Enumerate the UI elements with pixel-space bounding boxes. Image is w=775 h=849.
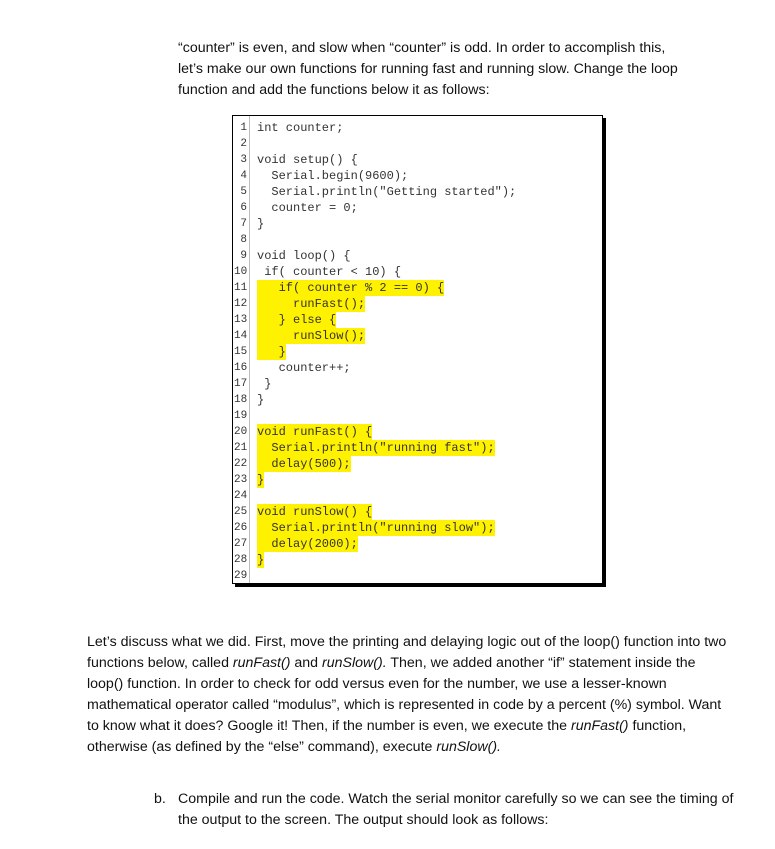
line-number: 3	[240, 154, 247, 166]
code-line	[233, 184, 602, 200]
code-line	[233, 248, 602, 264]
code-line	[233, 216, 602, 232]
line-number: 29	[234, 570, 248, 582]
code-line	[233, 440, 602, 456]
line-number: 16	[234, 362, 248, 374]
line-number: 24	[234, 490, 248, 502]
code-text: Serial.println("running fast");	[257, 441, 495, 455]
code-line	[233, 280, 602, 296]
code-text: counter = 0;	[257, 201, 358, 215]
intro-line-2: let’s make our own functions for running fast and running slow. Change the loop	[178, 61, 678, 77]
intro-line-1: “counter” is even, and slow when “counter” is odd. In order to accomplish this,	[178, 40, 666, 56]
line-number: 28	[234, 554, 248, 566]
code-text: }	[257, 473, 265, 487]
code-line	[233, 488, 602, 504]
code-text: if( counter % 2 == 0) {	[257, 281, 445, 295]
code-text: void setup() {	[257, 153, 358, 167]
line-number: 18	[234, 394, 248, 406]
line-number: 1	[240, 122, 247, 134]
line-number: 6	[240, 202, 247, 214]
code-text: Serial.begin(9600);	[257, 169, 409, 183]
code-text: if( counter < 10) {	[257, 265, 402, 279]
discussion-text-4: function, otherwise (as defined by the “else” command), execute	[87, 718, 687, 755]
code-listing	[232, 115, 603, 584]
code-line	[233, 232, 602, 248]
discussion-text-2: and	[290, 655, 323, 671]
line-number: 4	[240, 170, 247, 182]
code-text: runSlow();	[257, 329, 366, 343]
code-text: } else {	[257, 313, 337, 327]
line-number: 21	[234, 442, 248, 454]
code-text: void runSlow() {	[257, 505, 373, 519]
function-name-runslow: runSlow().	[322, 655, 387, 671]
code-line	[233, 520, 602, 536]
intro-paragraph	[178, 38, 738, 101]
code-text: }	[257, 393, 265, 407]
code-text: Serial.println("Getting started");	[257, 185, 517, 199]
intro-line-3: function and add the functions below it as follows:	[178, 82, 490, 98]
code-line	[233, 168, 602, 184]
discussion-text-3: Then, we added another “if” statement inside the loop() function. In order to check for odd versus even for the number, we use a lesser-known mathematical operator called “modulus”, which is represented in code by a percent (%) symbol. Want to know what it does? Google it! Then, if the number is even, we execute the	[87, 655, 722, 734]
code-line	[233, 200, 602, 216]
code-text: }	[257, 553, 265, 567]
line-number: 2	[240, 138, 247, 150]
code-line	[233, 360, 602, 376]
line-number: 11	[234, 282, 248, 294]
line-number: 25	[234, 506, 248, 518]
code-line	[233, 424, 602, 440]
line-number: 19	[234, 410, 248, 422]
code-text: counter++;	[257, 361, 351, 375]
line-number: 5	[240, 186, 247, 198]
line-number: 26	[234, 522, 248, 534]
code-text: void runFast() {	[257, 425, 373, 439]
line-number: 8	[240, 234, 247, 246]
code-text: }	[257, 345, 286, 359]
code-text: int counter;	[257, 121, 344, 135]
code-text: runFast();	[257, 297, 366, 311]
code-line	[233, 136, 602, 152]
code-text: }	[257, 377, 272, 391]
code-line	[233, 456, 602, 472]
discussion-text-1: Let’s discuss what we did. First, move the printing and delaying logic out of the loop() function into two functions below, called	[87, 634, 727, 671]
line-number: 12	[234, 298, 248, 310]
list-marker-b: b.	[154, 791, 166, 807]
code-line	[233, 472, 602, 488]
line-number: 23	[234, 474, 248, 486]
line-number: 15	[234, 346, 248, 358]
code-text: void loop() {	[257, 249, 351, 263]
code-text: Serial.println("running slow");	[257, 521, 495, 535]
code-text: delay(2000);	[257, 537, 358, 551]
code-line	[233, 392, 602, 408]
code-line	[233, 264, 602, 280]
code-line	[233, 568, 602, 584]
line-number: 17	[234, 378, 248, 390]
code-line	[233, 408, 602, 424]
code-line	[233, 376, 602, 392]
step-b-text: Compile and run the code. Watch the serial monitor carefully so we can see the timing of the output to the screen. The output should look as follows:	[178, 791, 734, 828]
code-line	[233, 504, 602, 520]
line-number: 27	[234, 538, 248, 550]
line-number: 13	[234, 314, 248, 326]
code-line	[233, 120, 602, 136]
code-line	[233, 152, 602, 168]
line-number: 9	[240, 250, 247, 262]
line-number: 22	[234, 458, 248, 470]
code-line	[233, 328, 602, 344]
code-line	[233, 312, 602, 328]
code-line	[233, 296, 602, 312]
line-number: 14	[234, 330, 248, 342]
function-name-runfast: runFast()	[232, 655, 291, 671]
line-number: 20	[234, 426, 248, 438]
discussion-paragraph	[87, 632, 727, 758]
code-line	[233, 552, 602, 568]
line-number: 7	[240, 218, 247, 230]
function-name-runslow-2: runSlow().	[436, 739, 501, 755]
code-line	[233, 344, 602, 360]
code-line	[233, 536, 602, 552]
function-name-runfast-2: runFast()	[570, 718, 629, 734]
code-text: }	[257, 217, 265, 231]
line-number: 10	[234, 266, 248, 278]
code-text: delay(500);	[257, 457, 351, 471]
